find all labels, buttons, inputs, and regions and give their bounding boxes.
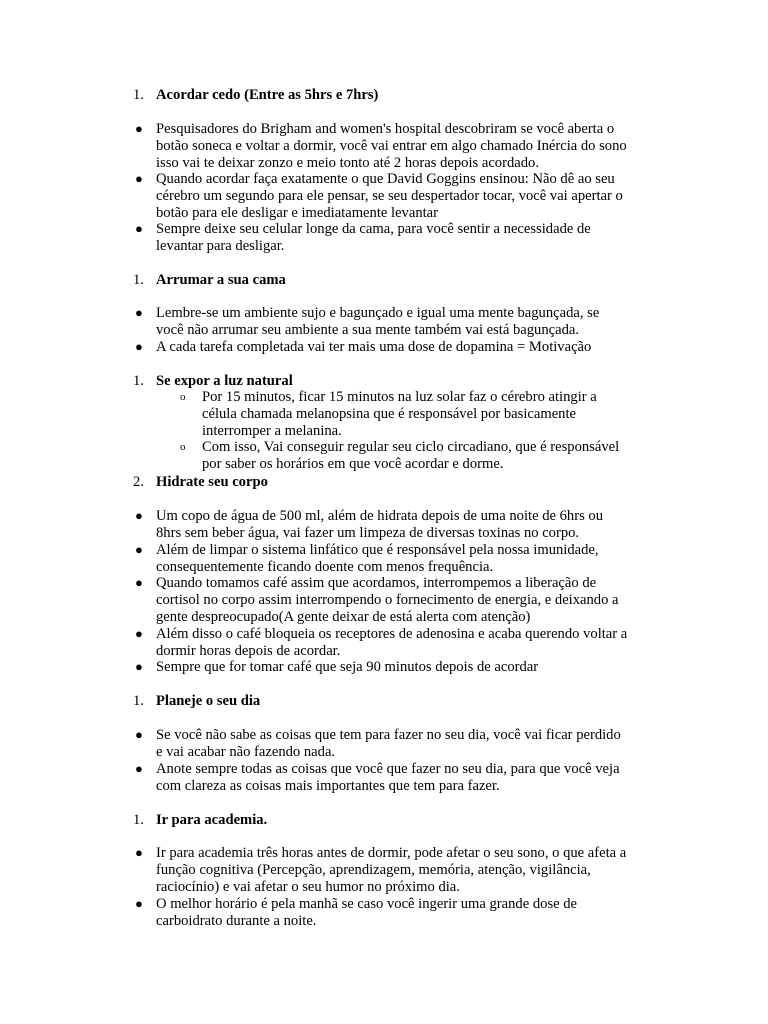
list-number: 1. [133,812,144,828]
bullet-text: Além disso o café bloqueia os receptores de adenosina e acaba querendo voltar a dormir horas depois de acordar. [156,626,628,659]
section-title: Acordar cedo (Entre as 5hrs e 7hrs) [156,87,379,103]
bullet-text: Sempre que for tomar café que seja 90 minutos depois de acordar [156,659,539,675]
bullet-text: Ir para academia três horas antes de dormir, pode afetar o seu sono, o que afeta a função cognitiva (Percepção, aprendizagem, memória, atenção, vigilância, raciocínio) e vai afetar o seu humor no próximo dia. [156,845,627,895]
list-number: 2. [133,474,144,490]
section-title: Se expor a luz natural [156,373,293,389]
bullet-icon: ● [135,575,143,590]
bullet-icon: ● [135,305,143,320]
list-number: 1. [133,693,144,709]
bullet-icon: ● [135,508,143,523]
bullet-text: Pesquisadores do Brigham and women's hospital descobriram se você aberta o botão soneca e voltar a dormir, você vai entrar em algo chamado Inércia do sono isso vai te deixar zonzo e meio tonto até 2 horas depois acordado. [156,121,627,171]
bullet-icon: ● [135,542,143,557]
list-number: 1. [133,272,144,288]
bullet-text: A cada tarefa completada vai ter mais uma dose de dopamina = Motivação [156,339,592,355]
bullet-text: Anote sempre todas as coisas que você que fazer no seu dia, para que você veja com clareza as coisas mais importantes que tem para fazer. [156,761,620,794]
section-title: Arrumar a sua cama [156,272,286,288]
list-number: 1. [133,87,144,103]
bullet-icon: ● [135,221,143,236]
section-title: Planeje o seu dia [156,693,261,709]
section-title: Ir para academia. [156,812,268,828]
bullet-icon: ● [135,121,143,136]
bullet-text: Sempre deixe seu celular longe da cama, para você sentir a necessidade de levantar para desligar. [156,221,591,254]
bullet-text: Se você não sabe as coisas que tem para fazer no seu dia, você vai ficar perdido e vai acabar não fazendo nada. [156,727,621,760]
bullet-text: Um copo de água de 500 ml, além de hidrata depois de uma noite de 6hrs ou 8hrs sem beber água, vai fazer um limpeza de diversas toxinas no corpo. [156,508,604,541]
bullet-text: Além de limpar o sistema linfático que é responsável pela nossa imunidade, consequentemente ficando doente com menos frequência. [156,542,599,575]
bullet-icon: ● [135,896,143,911]
bullet-icon: ● [135,626,143,641]
bullet-text: Quando tomamos café assim que acordamos, interrompemos a liberação de cortisol no corpo assim interrompendo o fornecimento de energia, e deixando a gente despreocupado(A gente deixar de está alerta com atenção) [156,575,619,625]
bullet-text: Quando acordar faça exatamente o que David Goggins ensinou: Não dê ao seu cérebro um segundo para ele pensar, se seu despertador tocar, você vai apertar o botão para ele desligar e imediatamente levantar [156,171,623,221]
list-number: 1. [133,373,144,389]
sub-bullet-text: Com isso, Vai conseguir regular seu ciclo circadiano, que é responsável por saber os horários em que você acordar e dorme. [202,439,620,472]
circle-bullet-icon: o [180,441,186,453]
bullet-text: O melhor horário é pela manhã se caso você ingerir uma grande dose de carboidrato durante a noite. [156,896,578,929]
bullet-icon: ● [135,171,143,186]
sub-bullet-text: Por 15 minutos, ficar 15 minutos na luz solar faz o cérebro atingir a célula chamada melanopsina que é responsável por basicamente interromper a melanina. [202,389,597,439]
section-title: Hidrate seu corpo [156,474,268,490]
bullet-icon: ● [135,659,143,674]
bullet-icon: ● [135,727,143,742]
bullet-icon: ● [135,339,143,354]
circle-bullet-icon: o [180,391,186,403]
bullet-icon: ● [135,845,143,860]
bullet-text: Lembre-se um ambiente sujo e bagunçado e igual uma mente bagunçada, se você não arrumar seu ambiente a sua mente também vai está bagunçada. [156,305,600,338]
bullet-icon: ● [135,761,143,776]
